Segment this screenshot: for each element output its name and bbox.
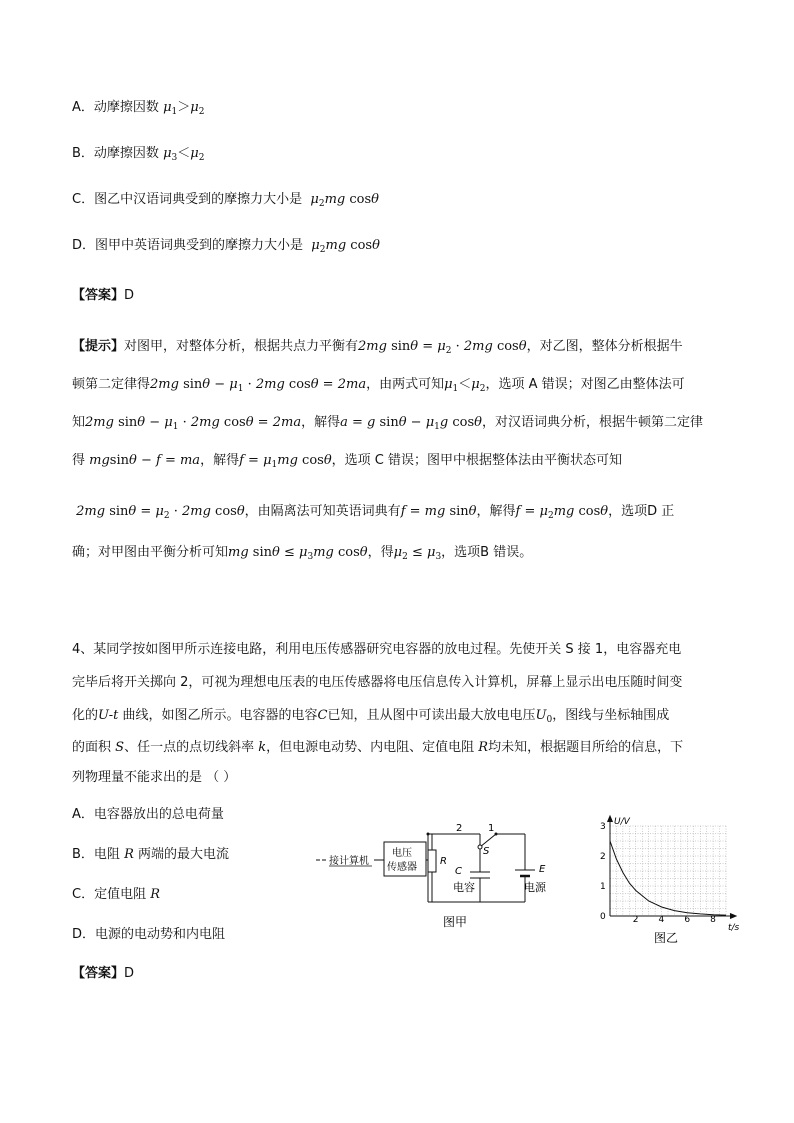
chart-caption: 图乙 [654,931,679,944]
circuit-caption: 图甲 [443,915,468,929]
hint-line-6: 确；对甲图由平衡分析可知mg $\sin\theta \le \mu_3mg$ cosθ，得$\mu_2 \le \mu_3$，选项B 错误。 [72,545,533,562]
circuit-computer-label: 接计算机 [329,856,369,867]
ut-chart [596,812,746,944]
chart-tick-labels [600,822,716,925]
chart-axes [608,816,737,919]
q3-option-d: D．图甲中英语词典受到的摩擦力大小是 $\mu_2mg$ cosθ [72,238,380,255]
chart-x-tick-label: 2 [632,915,639,925]
chart-x-axis-label: t/s [728,923,740,933]
chart-y-tick-label: 2 [600,852,606,862]
q4-line-5: 列物理量不能求出的是 （ ） [72,770,237,785]
circuit-capacitor-label: 电容 [453,881,475,894]
circuit-resistor-label: R [440,856,447,867]
chart-x-tick-label: 8 [710,915,716,925]
circuit-sensor-label-1: 电压 [392,848,412,859]
chart-y-arrow [608,816,613,822]
hint-line-1: 【提示】对图甲，对整体分析，根据共点力平衡有2mg $\sin\theta = \mu_2 \cdot 2mg$ cosθ，对乙图，整体分析根据牛 [72,339,683,356]
hint-line-2: 顿第二定律得2mg $\sin\theta - \mu_1 \cdot 2mg$ cosθ = 2ma，由两式可知$\mu_1<\mu_2$，选项 A 错误；对图乙由整体法可 [72,377,685,394]
q3-answer: 【答案】D [72,288,135,303]
circuit-switch-label: S [483,846,490,857]
circuit-diagram [312,820,570,938]
chart-x-arrow [730,914,736,919]
chart-x-tick-label: 0 [600,912,606,922]
chart-x-tick-label: 6 [684,915,691,925]
q4-option-b: B．电阻 R 两端的最大电流 [72,847,230,862]
chart-y-tick-label: 1 [600,882,606,892]
circuit-capacitor-symbol: C [455,866,462,877]
q3-option-c: C．图乙中汉语词典受到的摩擦力大小是 $\mu_2mg$ cosθ [72,192,379,209]
hint-line-3: 知2mg $\sin\theta - \mu_1 \cdot 2mg$ cosθ = 2ma，解得a = g $\sin\theta - \mu_1g$ cosθ，对汉语词典分析，根据牛顿第二定律 [72,415,703,432]
circuit-source-label: 电源 [524,881,546,894]
chart-y-axis-label: U/V [614,817,630,827]
circuit-switch-pos-2: 2 [456,823,463,834]
chart-y-tick-label: 3 [600,822,606,832]
q3-option-b: B．动摩擦因数 $\mu_3<\mu_2$ [72,146,205,163]
q4-line-2: 完毕后将开关掷向 2，可视为理想电压表的电压传感器将电压信息传入计算机，屏幕上显示出电压随时间变 [72,675,683,690]
chart-x-tick-label: 4 [658,915,665,925]
circuit-emf-symbol: E [539,864,546,875]
hint-line-4: 得 mgsinθ − f = ma，解得$f = \mu_1mg$ cosθ，选项 C 错误；图甲中根据整体法由平衡状态可知 [72,453,622,470]
circuit-sensor-label-2: 传感器 [387,862,417,873]
q4-option-c: C．定值电阻 R [72,887,161,902]
q4-answer: 【答案】D [72,966,135,981]
q4-line-4: 的面积 S、任一点的点切线斜率 k，但电源电动势、内电阻、定值电阻 R均未知，根据题目所给的信息，下 [72,740,684,755]
chart-grid [610,826,726,916]
q4-option-a: A．电容器放出的总电荷量 [72,807,224,822]
q4-option-d: D．电源的电动势和内电阻 [72,927,226,942]
q3-option-a: A．动摩擦因数 $\mu_1>\mu_2$ [72,100,205,117]
hint-line-5: 2mg $\sin\theta = \mu_2 \cdot 2mg$ cosθ，由隔离法可知英语词典有f = mg sinθ，解得$f = \mu_2mg$ cosθ，选项D 正 [72,504,675,521]
q4-line-3: 化的U-t 曲线，如图乙所示。电容器的电容C已知，且从图中可读出最大放电电压$U_0$，图线与坐标轴围成 [72,708,670,725]
circuit-switch-pos-1: 1 [488,823,495,834]
q4-line-1: 4、某同学按如图甲所示连接电路，利用电压传感器研究电容器的放电过程。先使开关 S 接 1，电容器充电 [72,642,682,657]
